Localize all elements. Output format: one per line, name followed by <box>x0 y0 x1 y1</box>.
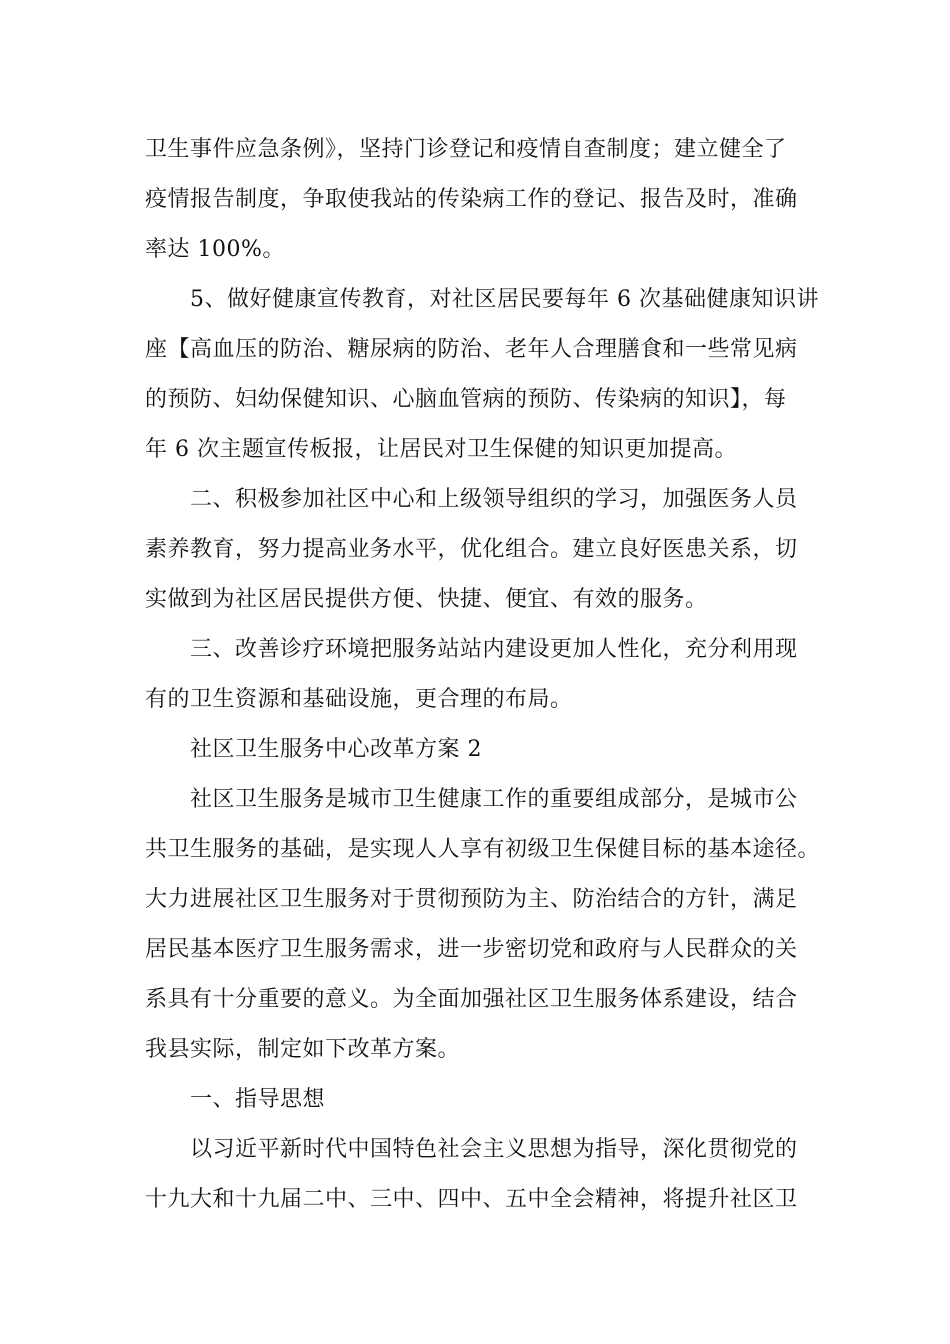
text-line: 社区卫生服务是城市卫生健康工作的重要组成部分，是城市公 <box>190 787 798 812</box>
text-line: 座【高血压的防治、糖尿病的防治、老年人合理膳食和一些常见病 <box>145 337 798 362</box>
text-line: 率达 100%。 <box>145 237 285 262</box>
text-line: 有的卫生资源和基础设施，更合理的布局。 <box>145 687 573 712</box>
text-line: 实做到为社区居民提供方便、快捷、便宜、有效的服务。 <box>145 587 708 612</box>
text-line: 十九大和十九届二中、三中、四中、五中全会精神，将提升社区卫 <box>145 1187 798 1212</box>
text-line: 大力进展社区卫生服务对于贯彻预防为主、防治结合的方针，满足 <box>145 887 798 912</box>
text-line: 素养教育，努力提高业务水平，优化组合。建立良好医患关系，切 <box>145 537 798 562</box>
text-line: 的预防、妇幼保健知识、心脑血管病的预防、传染病的知识】，每 <box>145 387 787 412</box>
text-line: 系具有十分重要的意义。为全面加强社区卫生服务体系建设，结合 <box>145 987 798 1012</box>
text-line: 年 6 次主题宣传板报，让居民对卫生保健的知识更加提高。 <box>145 437 737 462</box>
text-line: 三、改善诊疗环境把服务站站内建设更加人性化，充分利用现 <box>190 637 798 662</box>
section-heading: 一、指导思想 <box>190 1087 326 1112</box>
text-line: 我县实际，制定如下改革方案。 <box>145 1037 461 1062</box>
text-line: 5、做好健康宣传教育，对社区居民要每年 6 次基础健康知识讲 <box>190 287 819 312</box>
text-line: 疫情报告制度，争取使我站的传染病工作的登记、报告及时，准确 <box>145 187 798 212</box>
section-heading: 社区卫生服务中心改革方案 2 <box>190 737 482 762</box>
text-line: 卫生事件应急条例》，坚持门诊登记和疫情自查制度；建立健全了 <box>145 137 787 162</box>
text-line: 居民基本医疗卫生服务需求，进一步密切党和政府与人民群众的关 <box>145 937 798 962</box>
text-line: 二、积极参加社区中心和上级领导组织的学习，加强医务人员 <box>190 487 798 512</box>
text-line: 以习近平新时代中国特色社会主义思想为指导，深化贯彻党的 <box>190 1137 798 1162</box>
text-line: 共卫生服务的基础，是实现人人享有初级卫生保健目标的基本途径。 <box>145 837 821 862</box>
